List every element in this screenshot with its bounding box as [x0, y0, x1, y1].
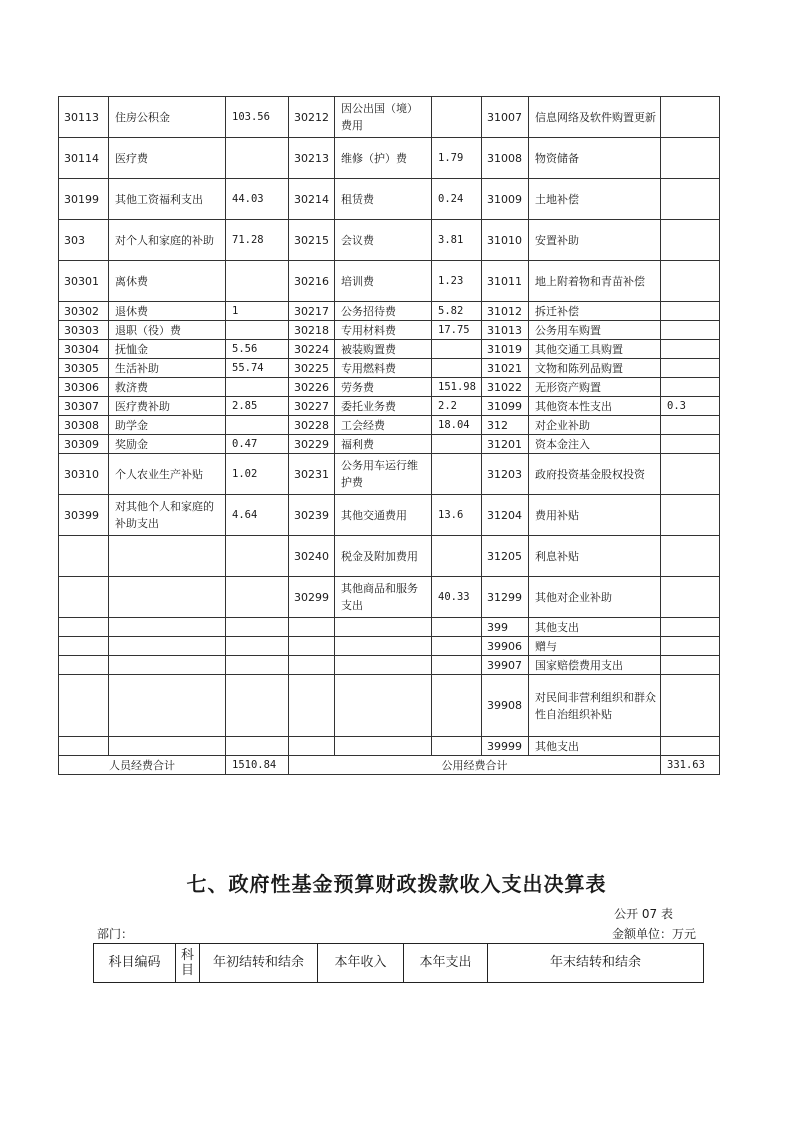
public-amount: [432, 675, 482, 737]
personnel-code: 30113: [59, 97, 109, 138]
capital-item: 安置补助: [529, 220, 661, 261]
public-code: 30239: [289, 495, 335, 536]
personnel-item: 奖励金: [109, 435, 226, 454]
capital-code: 312: [482, 416, 529, 435]
public-code: [289, 675, 335, 737]
personnel-code: 30302: [59, 302, 109, 321]
public-item: 培训费: [335, 261, 432, 302]
personnel-item: 对其他个人和家庭的补助支出: [109, 495, 226, 536]
capital-amount: [661, 359, 720, 378]
personnel-item: 助学金: [109, 416, 226, 435]
table-row: [59, 454, 720, 495]
public-amount: [432, 656, 482, 675]
personnel-amount: 0.47: [226, 435, 289, 454]
public-code: [289, 637, 335, 656]
public-code: 30229: [289, 435, 335, 454]
capital-amount: [661, 495, 720, 536]
amount-unit-label: 金额单位：万元: [611, 927, 696, 941]
capital-item: 利息补贴: [529, 536, 661, 577]
personnel-total-value: 1510.84: [226, 756, 289, 775]
personnel-code: 30304: [59, 340, 109, 359]
public-total-value: 331.63: [661, 756, 720, 775]
personnel-code: 30114: [59, 138, 109, 179]
public-amount: [432, 435, 482, 454]
capital-item: 其他支出: [529, 618, 661, 637]
personnel-code: 30301: [59, 261, 109, 302]
personnel-amount: [226, 656, 289, 675]
capital-amount: [661, 536, 720, 577]
personnel-item: 住房公积金: [109, 97, 226, 138]
table-row: [59, 577, 720, 618]
table-row: [59, 675, 720, 737]
personnel-code: 30308: [59, 416, 109, 435]
public-amount: [432, 454, 482, 495]
public-code: [289, 656, 335, 675]
public-item: 公务用车运行维护费: [335, 454, 432, 495]
header-opening-balance: 年初结转和结余: [200, 944, 318, 983]
public-code: [289, 737, 335, 756]
capital-code: 31203: [482, 454, 529, 495]
public-item: 被装购置费: [335, 340, 432, 359]
personnel-amount: 44.03: [226, 179, 289, 220]
capital-code: 31099: [482, 397, 529, 416]
capital-code: 31201: [482, 435, 529, 454]
public-code: 30218: [289, 321, 335, 340]
public-amount: [432, 536, 482, 577]
table-row: [59, 435, 720, 454]
public-code: [289, 618, 335, 637]
personnel-total-label: 人员经费合计: [59, 756, 226, 775]
personnel-code: 30305: [59, 359, 109, 378]
public-amount: 3.81: [432, 220, 482, 261]
capital-amount: [661, 302, 720, 321]
personnel-code: 303: [59, 220, 109, 261]
personnel-item: 退职（役）费: [109, 321, 226, 340]
public-item: 税金及附加费用: [335, 536, 432, 577]
header-current-expense: 本年支出: [404, 944, 488, 983]
expenditure-detail-table: [58, 96, 720, 775]
personnel-item: [109, 675, 226, 737]
public-code: 30213: [289, 138, 335, 179]
public-code: 30299: [289, 577, 335, 618]
table-row: [59, 138, 720, 179]
header-subject: 科目: [176, 944, 200, 983]
personnel-item: [109, 656, 226, 675]
header-closing-balance: 年末结转和结余: [488, 944, 704, 983]
personnel-code: [59, 618, 109, 637]
table-row: [59, 261, 720, 302]
public-amount: 1.79: [432, 138, 482, 179]
personnel-amount: 103.56: [226, 97, 289, 138]
capital-code: 39906: [482, 637, 529, 656]
public-code: 30227: [289, 397, 335, 416]
capital-code: 31021: [482, 359, 529, 378]
personnel-amount: [226, 577, 289, 618]
capital-item: 对民间非营利组织和群众性自治组织补贴: [529, 675, 661, 737]
personnel-amount: [226, 618, 289, 637]
public-amount: 40.33: [432, 577, 482, 618]
public-amount: 18.04: [432, 416, 482, 435]
capital-amount: [661, 179, 720, 220]
public-item: 其他商品和服务支出: [335, 577, 432, 618]
public-item: [335, 675, 432, 737]
header-row: [94, 944, 704, 983]
personnel-item: [109, 577, 226, 618]
capital-code: 31299: [482, 577, 529, 618]
public-amount: 2.2: [432, 397, 482, 416]
capital-item: 资本金注入: [529, 435, 661, 454]
capital-item: 其他对企业补助: [529, 577, 661, 618]
personnel-item: 其他工资福利支出: [109, 179, 226, 220]
public-amount: 5.82: [432, 302, 482, 321]
department-label: 部门：: [97, 927, 134, 941]
public-item: 租赁费: [335, 179, 432, 220]
personnel-code: [59, 656, 109, 675]
capital-amount: [661, 138, 720, 179]
section-title: 七、政府性基金预算财政拨款收入支出决算表: [186, 872, 607, 896]
personnel-amount: [226, 138, 289, 179]
capital-item: 其他资本性支出: [529, 397, 661, 416]
capital-code: 39908: [482, 675, 529, 737]
table-row: [59, 618, 720, 637]
capital-item: 赠与: [529, 637, 661, 656]
public-amount: [432, 340, 482, 359]
capital-code: 31008: [482, 138, 529, 179]
personnel-item: 救济费: [109, 378, 226, 397]
public-code: 30231: [289, 454, 335, 495]
personnel-amount: [226, 737, 289, 756]
public-amount: [432, 637, 482, 656]
public-code: 30228: [289, 416, 335, 435]
header-current-income: 本年收入: [318, 944, 404, 983]
personnel-code: [59, 637, 109, 656]
personnel-code: [59, 675, 109, 737]
personnel-amount: 5.56: [226, 340, 289, 359]
capital-amount: [661, 261, 720, 302]
capital-code: 31009: [482, 179, 529, 220]
personnel-amount: 1.02: [226, 454, 289, 495]
personnel-item: [109, 536, 226, 577]
personnel-code: [59, 737, 109, 756]
capital-item: 拆迁补偿: [529, 302, 661, 321]
public-item: 公务招待费: [335, 302, 432, 321]
public-code: 30240: [289, 536, 335, 577]
personnel-amount: [226, 416, 289, 435]
table-row: [59, 97, 720, 138]
personnel-amount: 71.28: [226, 220, 289, 261]
fund-budget-table-header: [93, 943, 704, 983]
public-code: 30226: [289, 378, 335, 397]
personnel-code: [59, 577, 109, 618]
capital-item: 对企业补助: [529, 416, 661, 435]
capital-amount: [661, 577, 720, 618]
capital-item: 无形资产购置: [529, 378, 661, 397]
personnel-amount: [226, 261, 289, 302]
public-code: 30224: [289, 340, 335, 359]
table-row: [59, 378, 720, 397]
personnel-amount: 1: [226, 302, 289, 321]
public-amount: 17.75: [432, 321, 482, 340]
capital-item: 国家赔偿费用支出: [529, 656, 661, 675]
personnel-item: 离休费: [109, 261, 226, 302]
public-item: 工会经费: [335, 416, 432, 435]
public-amount: 151.98: [432, 378, 482, 397]
personnel-amount: [226, 321, 289, 340]
capital-code: 399: [482, 618, 529, 637]
public-total-label: 公用经费合计: [289, 756, 661, 775]
public-amount: [432, 618, 482, 637]
personnel-amount: [226, 378, 289, 397]
capital-item: 政府投资基金股权投资: [529, 454, 661, 495]
public-item: 会议费: [335, 220, 432, 261]
personnel-code: 30309: [59, 435, 109, 454]
capital-amount: [661, 637, 720, 656]
public-amount: [432, 97, 482, 138]
personnel-item: 退休费: [109, 302, 226, 321]
public-code: 30225: [289, 359, 335, 378]
public-code: 30214: [289, 179, 335, 220]
personnel-code: 30199: [59, 179, 109, 220]
public-amount: [432, 359, 482, 378]
personnel-item: 抚恤金: [109, 340, 226, 359]
capital-amount: [661, 656, 720, 675]
public-item: 专用燃料费: [335, 359, 432, 378]
capital-amount: [661, 97, 720, 138]
table-row: [59, 220, 720, 261]
public-item: [335, 618, 432, 637]
table-row: [59, 321, 720, 340]
personnel-amount: [226, 536, 289, 577]
table-row: [59, 656, 720, 675]
personnel-item: [109, 637, 226, 656]
table-row: [59, 416, 720, 435]
capital-code: 31204: [482, 495, 529, 536]
capital-code: 31011: [482, 261, 529, 302]
personnel-code: 30306: [59, 378, 109, 397]
public-item: 福利费: [335, 435, 432, 454]
table-row: [59, 179, 720, 220]
personnel-amount: 2.85: [226, 397, 289, 416]
personnel-item: [109, 618, 226, 637]
public-amount: 0.24: [432, 179, 482, 220]
public-item: 其他交通费用: [335, 495, 432, 536]
personnel-code: 30303: [59, 321, 109, 340]
personnel-amount: [226, 637, 289, 656]
capital-code: 31013: [482, 321, 529, 340]
table-row: [59, 302, 720, 321]
public-code: 30212: [289, 97, 335, 138]
public-code: 30215: [289, 220, 335, 261]
public-item: 劳务费: [335, 378, 432, 397]
capital-amount: [661, 454, 720, 495]
personnel-item: 对个人和家庭的补助: [109, 220, 226, 261]
capital-item: 地上附着物和青苗补偿: [529, 261, 661, 302]
personnel-amount: 4.64: [226, 495, 289, 536]
capital-amount: [661, 675, 720, 737]
table-row: [59, 495, 720, 536]
table-row: [59, 737, 720, 756]
personnel-code: 30399: [59, 495, 109, 536]
capital-item: 其他交通工具购置: [529, 340, 661, 359]
form-code: 公开 07 表: [614, 907, 673, 921]
table-row: [59, 637, 720, 656]
capital-amount: [661, 378, 720, 397]
totals-row: [59, 756, 720, 775]
personnel-item: 生活补助: [109, 359, 226, 378]
public-item: [335, 637, 432, 656]
personnel-item: 个人农业生产补贴: [109, 454, 226, 495]
capital-item: 文物和陈列品购置: [529, 359, 661, 378]
capital-code: 31019: [482, 340, 529, 359]
public-amount: 13.6: [432, 495, 482, 536]
capital-code: 31022: [482, 378, 529, 397]
capital-code: 31205: [482, 536, 529, 577]
public-amount: [432, 737, 482, 756]
capital-amount: [661, 220, 720, 261]
capital-code: 39907: [482, 656, 529, 675]
personnel-item: 医疗费: [109, 138, 226, 179]
capital-item: 物资储备: [529, 138, 661, 179]
capital-amount: [661, 340, 720, 359]
capital-item: 其他支出: [529, 737, 661, 756]
capital-code: 31010: [482, 220, 529, 261]
public-code: 30216: [289, 261, 335, 302]
capital-code: 31012: [482, 302, 529, 321]
table-row: [59, 340, 720, 359]
personnel-item: 医疗费补助: [109, 397, 226, 416]
public-code: 30217: [289, 302, 335, 321]
header-subject-code: 科目编码: [94, 944, 176, 983]
capital-item: 土地补偿: [529, 179, 661, 220]
public-amount: 1.23: [432, 261, 482, 302]
public-item: [335, 656, 432, 675]
capital-item: 信息网络及软件购置更新: [529, 97, 661, 138]
personnel-code: 30307: [59, 397, 109, 416]
capital-item: 费用补贴: [529, 495, 661, 536]
capital-amount: [661, 618, 720, 637]
table-row: [59, 359, 720, 378]
personnel-item: [109, 737, 226, 756]
personnel-code: [59, 536, 109, 577]
capital-code: 39999: [482, 737, 529, 756]
capital-amount: [661, 416, 720, 435]
capital-code: 31007: [482, 97, 529, 138]
public-item: [335, 737, 432, 756]
capital-amount: 0.3: [661, 397, 720, 416]
table-row: [59, 536, 720, 577]
personnel-code: 30310: [59, 454, 109, 495]
capital-item: 公务用车购置: [529, 321, 661, 340]
public-item: 委托业务费: [335, 397, 432, 416]
public-item: 专用材料费: [335, 321, 432, 340]
capital-amount: [661, 435, 720, 454]
personnel-amount: [226, 675, 289, 737]
public-item: 维修（护）费: [335, 138, 432, 179]
table-row: [59, 397, 720, 416]
capital-amount: [661, 321, 720, 340]
public-item: 因公出国（境）费用: [335, 97, 432, 138]
capital-amount: [661, 737, 720, 756]
personnel-amount: 55.74: [226, 359, 289, 378]
